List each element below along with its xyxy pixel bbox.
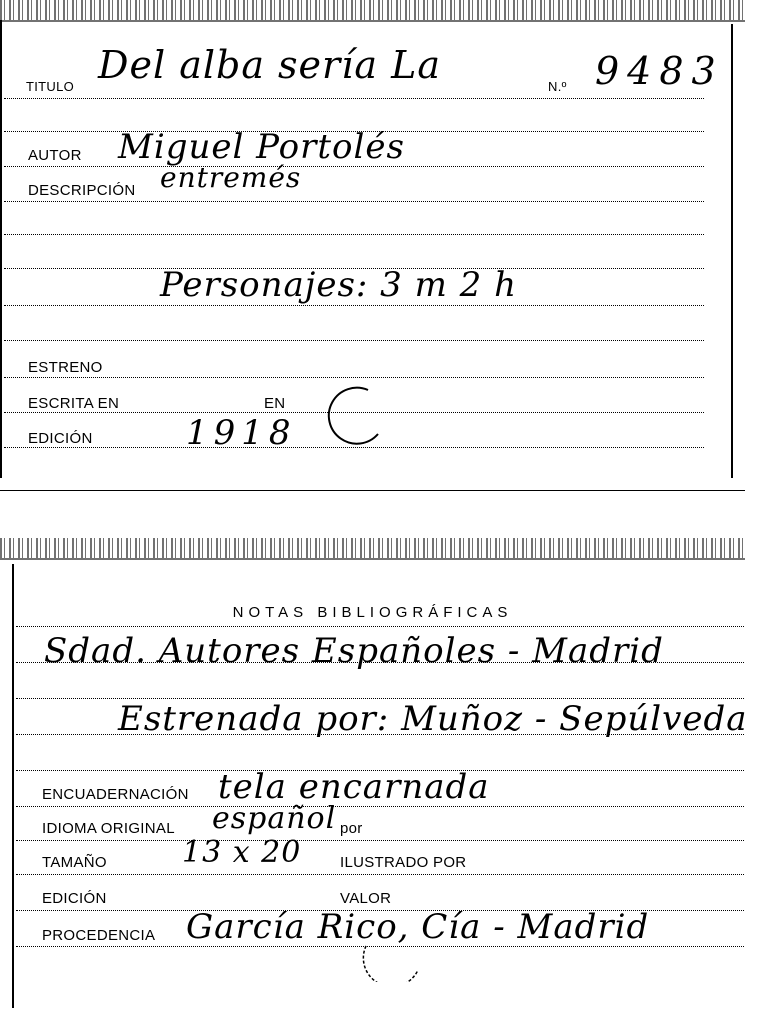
descripcion-label: DESCRIPCIÓN <box>28 182 136 199</box>
personajes-value: Personajes: 3 m 2 h <box>160 265 518 305</box>
procedencia-label: PROCEDENCIA <box>42 927 156 944</box>
card-left-border <box>0 20 2 478</box>
nota-1-value: Sdad. Autores Españoles - Madrid <box>44 631 664 671</box>
rule-4 <box>4 340 704 341</box>
rule-tamano <box>16 874 744 875</box>
punch-hole <box>322 382 386 448</box>
encuadernacion-label: ENCUADERNACIÓN <box>42 786 189 803</box>
titulo-label: TITULO <box>26 79 75 94</box>
rule-2 <box>4 234 704 235</box>
tamano-value: 13 x 20 <box>182 835 302 870</box>
por-label: por <box>340 820 363 837</box>
escrita-en-label: ESCRITA EN <box>28 395 120 412</box>
idioma-label: IDIOMA ORIGINAL <box>42 820 175 837</box>
idioma-value: español <box>212 801 337 836</box>
titulo-value: Del alba sería La <box>98 43 441 87</box>
catalog-card-front <box>0 0 745 488</box>
autor-label: AUTOR <box>28 147 82 164</box>
card-left-border <box>12 564 14 1008</box>
en-label: EN <box>264 395 286 412</box>
autor-value: Miguel Portolés <box>118 127 405 167</box>
numero-label: N.º <box>548 79 567 94</box>
catalog-card-back <box>0 538 748 1018</box>
edicion-label: EDICIÓN <box>28 430 93 447</box>
numero-value: 9483 <box>595 49 724 93</box>
tamano-label: TAMAÑO <box>42 854 107 871</box>
rule-idioma <box>16 840 744 841</box>
notas-heading: NOTAS BIBLIOGRÁFICAS <box>232 604 513 621</box>
rule-estreno <box>4 377 704 378</box>
rule-1 <box>16 626 744 627</box>
card-right-border <box>731 24 733 478</box>
edicion-label: EDICIÓN <box>42 890 107 907</box>
encuadernacion-value: tela encarnada <box>218 767 490 807</box>
rule-descripcion <box>4 201 704 202</box>
nota-2-value: Estrenada por: Muñoz - Sepúlveda <box>118 699 748 739</box>
valor-label: VALOR <box>340 890 392 907</box>
estreno-label: ESTRENO <box>28 359 103 376</box>
procedencia-value: García Rico, Cía - Madrid <box>186 907 650 947</box>
ilustrado-label: ILUSTRADO POR <box>340 854 467 871</box>
descripcion-value: entremés <box>160 161 302 194</box>
punch-hole <box>362 936 422 982</box>
edicion-value: 1918 <box>186 413 297 453</box>
rule-personajes <box>4 305 704 306</box>
card-separator <box>0 490 745 491</box>
card-top-edge <box>0 538 745 560</box>
rule-titulo <box>4 98 704 99</box>
card-top-edge <box>0 0 745 22</box>
